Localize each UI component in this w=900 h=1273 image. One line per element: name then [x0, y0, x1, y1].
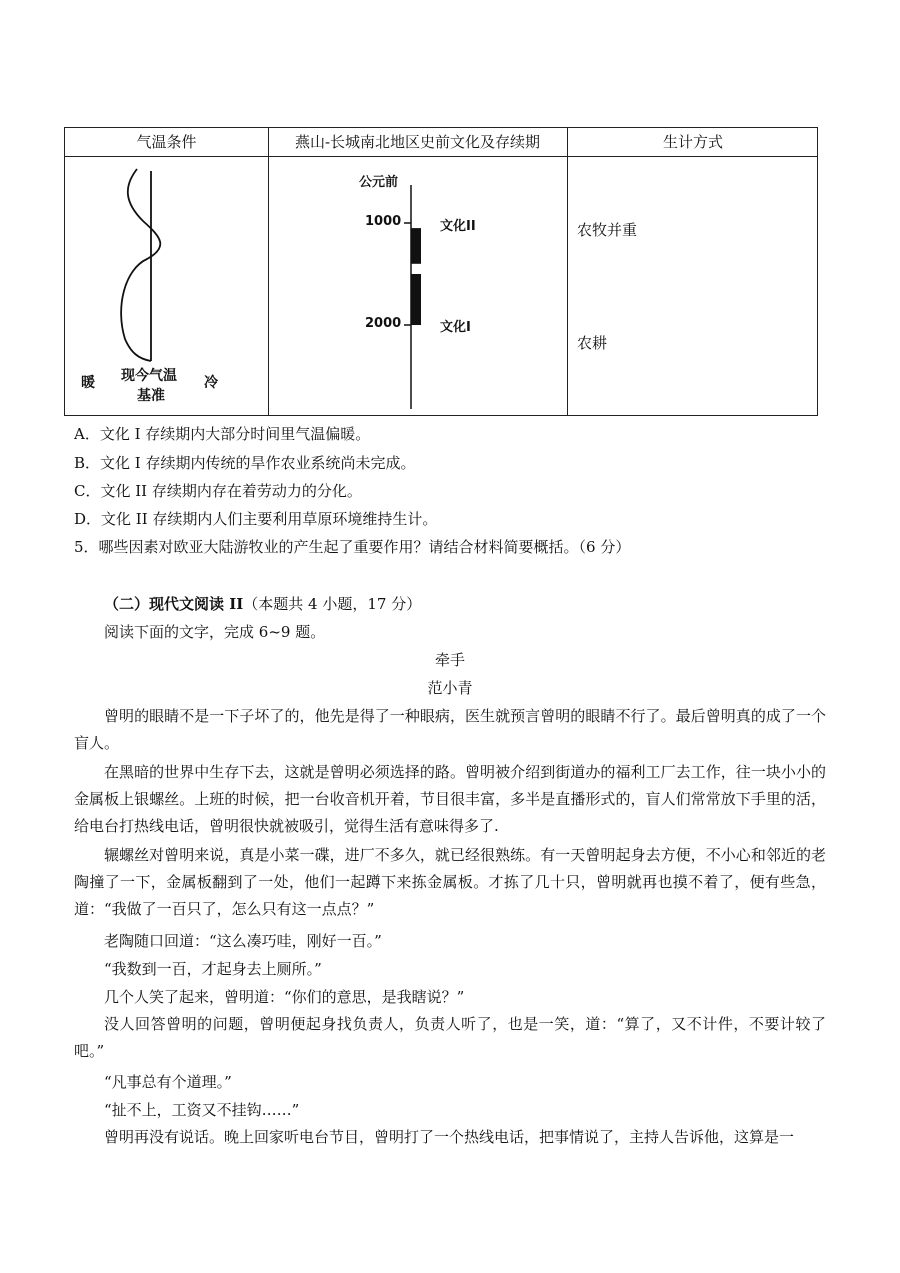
- dialogue-line-2: “我数到一百，才起身去上厕所。”: [104, 960, 322, 978]
- timeline-chart: [268, 157, 567, 415]
- question-5: 5．哪些因素对欧亚大陆游牧业的产生起了重要作用？请结合材料简要概括。（6 分）: [74, 538, 631, 556]
- section-heading: [104, 593, 421, 614]
- livelihood-culture2: 农牧并重: [577, 221, 638, 239]
- section-title: （二）现代文阅读 II: [104, 595, 244, 613]
- dialogue-line-5: “扯不上，工资又不挂钩……”: [104, 1101, 300, 1119]
- option-c: C．文化 II 存续期内存在着劳动力的分化。: [74, 482, 362, 500]
- section-instruction: 阅读下面的文字，完成 6~9 题。: [104, 623, 326, 641]
- section-note: （本题共 4 小题，17 分）: [243, 595, 422, 613]
- livelihood-culture1: 农耕: [577, 334, 608, 352]
- data-table: [64, 127, 818, 416]
- dialogue-line-4: “凡事总有个道理。”: [104, 1073, 232, 1091]
- temperature-curve: [121, 169, 160, 361]
- culture1-bar: [411, 274, 421, 325]
- baseline-label-line2: 基准: [137, 388, 165, 404]
- culture1-label: 文化I: [440, 320, 471, 335]
- culture2-bar: [411, 228, 421, 264]
- baseline-label-line1: 现今气温: [121, 368, 177, 384]
- story-author: 范小青: [427, 679, 473, 697]
- story-last-line: 曾明再没有说话。晚上回家听电台节目，曾明打了一个热线电话，把事情说了，主持人告诉他，这算是一: [104, 1128, 795, 1146]
- header-culture: 燕山-长城南北地区史前文化及存续期: [294, 133, 541, 151]
- option-b: B．文化 I 存续期内传统的旱作农业系统尚未完成。: [74, 454, 416, 472]
- header-temperature: 气温条件: [136, 133, 197, 151]
- dialogue-line-1: 老陶随口回道：“这么凑巧哇，刚好一百。”: [104, 932, 382, 950]
- timeline-panel: [268, 157, 567, 415]
- story-paragraph-4: 没人回答曾明的问题，曾明便起身找负责人，负责人听了，也是一笑，道：“算了，又不计件，不要计较了吧。”: [74, 1015, 826, 1060]
- livelihood-panel: [567, 157, 819, 415]
- cold-label: 冷: [204, 375, 218, 391]
- era-label: 公元前: [359, 175, 399, 190]
- story-paragraph-1: 曾明的眼睛不是一下子坏了的，他先是得了一种眼病，医生就预言曾明的眼睛不行了。最后曾明真的成了一个盲人。: [74, 707, 826, 752]
- header-livelihood: 生计方式: [662, 133, 723, 151]
- tick-label-1000: 1000: [365, 214, 402, 229]
- culture2-label: 文化II: [440, 219, 476, 234]
- option-a: A．文化 I 存续期内大部分时间里气温偏暖。: [74, 425, 371, 443]
- dialogue-line-3: 几个人笑了起来，曾明道：“你们的意思，是我瞎说？”: [104, 988, 465, 1006]
- story-title: 牵手: [434, 651, 465, 669]
- option-d: D．文化 II 存续期内人们主要利用草原环境维持生计。: [74, 510, 438, 528]
- story-paragraph-2: 在黑暗的世界中生存下去，这就是曾明必须选择的路。曾明被介绍到街道办的福利工厂去工作，往一块小小的金属板上银螺丝。上班的时候，把一台收音机开着，节目很丰富，多半是直播形式的，盲人们常常放下手里的活，给电台打热线电话，曾明很快就被吸引，觉得生活有意味得多了.: [74, 763, 826, 835]
- tick-label-2000: 2000: [365, 316, 402, 331]
- temperature-panel: [65, 157, 268, 415]
- warm-label: 暖: [81, 375, 95, 391]
- story-paragraph-3: 辗螺丝对曾明来说，真是小菜一碟，进厂不多久，就已经很熟练。有一天曾明起身去方便，不小心和邻近的老陶撞了一下，金属板翻到了一处，他们一起蹲下来拣金属板。才拣了几十只，曾明就再也摸不着了，便有些急，道：“我做了一百只了，怎么只有这一点点？”: [74, 846, 826, 918]
